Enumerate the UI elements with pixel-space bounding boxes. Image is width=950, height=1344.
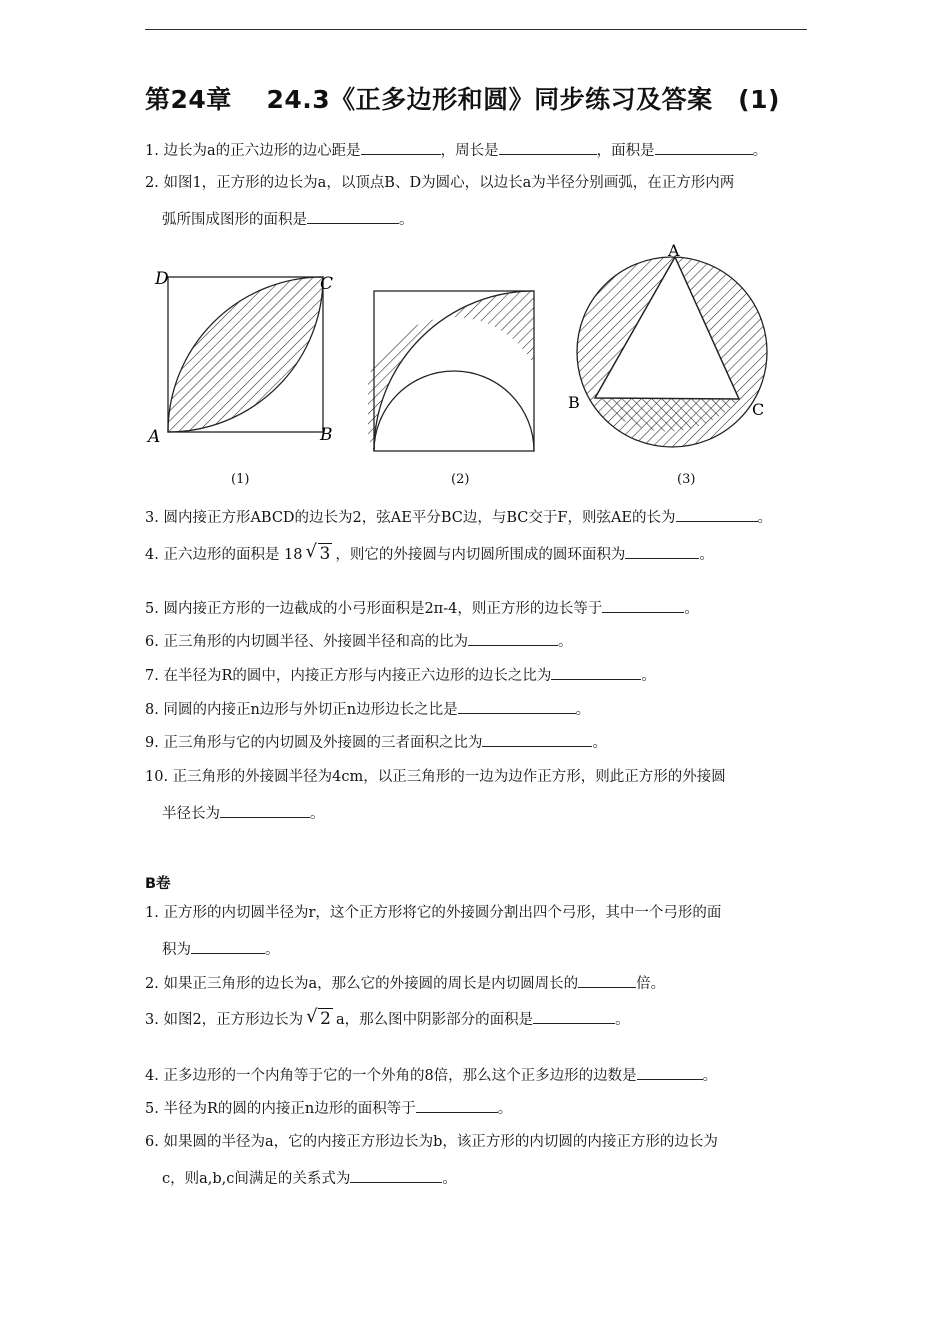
header-rule — [145, 29, 807, 30]
answer-blank[interactable] — [533, 1010, 615, 1024]
figure-caption-3: (3) — [677, 472, 696, 487]
answer-blank[interactable] — [499, 141, 597, 155]
fig1-label-b: B — [320, 425, 333, 445]
question-a9: 9. 正三角形与它的内切圆及外接圆的三者面积之比为 。 — [145, 735, 607, 751]
question-b1-cont: 积为 。 — [162, 942, 280, 958]
question-a3: 3. 圆内接正方形ABCD的边长为2，弦AE平分BC边，与BC交于F，则弦AE的长为 。 — [145, 510, 772, 526]
fig3-label-c: C — [752, 400, 765, 419]
fig1-label-a: A — [148, 427, 161, 447]
figure-caption-2: (2) — [451, 472, 470, 487]
question-a5: 5. 圆内接正方形的一边截成的小弓形面积是2π-4，则正方形的边长等于 。 — [145, 601, 699, 617]
page-title: 第24章 24.3《正多边形和圆》同步练习及答案 (1) — [145, 85, 780, 114]
section-b-heading: B卷 — [145, 876, 171, 892]
answer-blank[interactable] — [482, 733, 592, 747]
question-b5: 5. 半径为R的圆的内接正n边形的面积等于 。 — [145, 1101, 513, 1117]
fig3-label-a: A — [668, 241, 680, 260]
answer-blank[interactable] — [637, 1066, 703, 1080]
question-a10-cont: 半径长为 。 — [162, 806, 325, 822]
figure-caption-1: (1) — [231, 472, 250, 487]
answer-blank[interactable] — [602, 599, 684, 613]
answer-blank[interactable] — [361, 141, 441, 155]
answer-blank[interactable] — [191, 940, 265, 954]
answer-blank[interactable] — [220, 804, 310, 818]
answer-blank[interactable] — [416, 1099, 498, 1113]
fig3-label-b: B — [568, 393, 580, 412]
answer-blank[interactable] — [350, 1169, 442, 1183]
answer-blank[interactable] — [655, 141, 753, 155]
question-a10: 10. 正三角形的外接圆半径为4cm，以正三角形的一边为边作正方形，则此正方形的外接圆 — [145, 769, 726, 785]
question-b2: 2. 如果正三角形的边长为a，那么它的外接圆的周长是内切圆周长的 倍。 — [145, 976, 666, 992]
question-a6: 6. 正三角形的内切圆半径、外接圆半径和高的比为 。 — [145, 634, 573, 650]
answer-blank[interactable] — [458, 700, 576, 714]
fig1-label-c: C — [320, 274, 334, 294]
question-b6: 6. 如果圆的半径为a，它的内接正方形边长为b，该正方形的内切圆的内接正方形的边长为 — [145, 1134, 718, 1150]
question-a7: 7. 在半径为R的圆中，内接正方形与内接正六边形的边长之比为 。 — [145, 668, 656, 684]
answer-blank[interactable] — [578, 974, 636, 988]
question-b1: 1. 正方形的内切圆半径为r，这个正方形将它的外接圆分割出四个弓形，其中一个弓形的面 — [145, 905, 722, 921]
question-a4: 4. 正六边形的面积是 18 √ 3 ，则它的外接圆与内切圆所围成的圆环面积为 。 — [145, 541, 714, 564]
sqrt-symbol: √ 3 — [305, 541, 331, 564]
question-a2-cont: 弧所围成图形的面积是 。 — [162, 212, 414, 228]
answer-blank[interactable] — [625, 545, 699, 559]
answer-blank[interactable] — [468, 632, 558, 646]
question-a1: 1. 边长为a的正六边形的边心距是 ，周长是 ，面积是 。 — [145, 143, 768, 159]
answer-blank[interactable] — [551, 666, 641, 680]
fig1-label-d: D — [155, 269, 169, 289]
question-a8: 8. 同圆的内接正n边形与外切正n边形边长之比是 。 — [145, 702, 591, 718]
figure-3 — [562, 240, 782, 460]
question-b4: 4. 正多边形的一个内角等于它的一个外角的8倍，那么这个正多边形的边数是 。 — [145, 1068, 718, 1084]
question-b6-cont: c，则a,b,c间满足的关系式为 。 — [162, 1171, 457, 1187]
question-a2: 2. 如图1，正方形的边长为a，以顶点B、D为圆心，以边长a为半径分别画弧，在正方形内两 — [145, 175, 735, 191]
sqrt-symbol: √ 2 — [306, 1006, 331, 1029]
figure-1 — [140, 262, 350, 447]
answer-blank[interactable] — [676, 508, 758, 522]
figure-2 — [368, 285, 548, 455]
question-b3: 3. 如图2，正方形边长为 √ 2 a，那么图中阴影部分的面积是 。 — [145, 1006, 630, 1029]
answer-blank[interactable] — [307, 210, 399, 224]
